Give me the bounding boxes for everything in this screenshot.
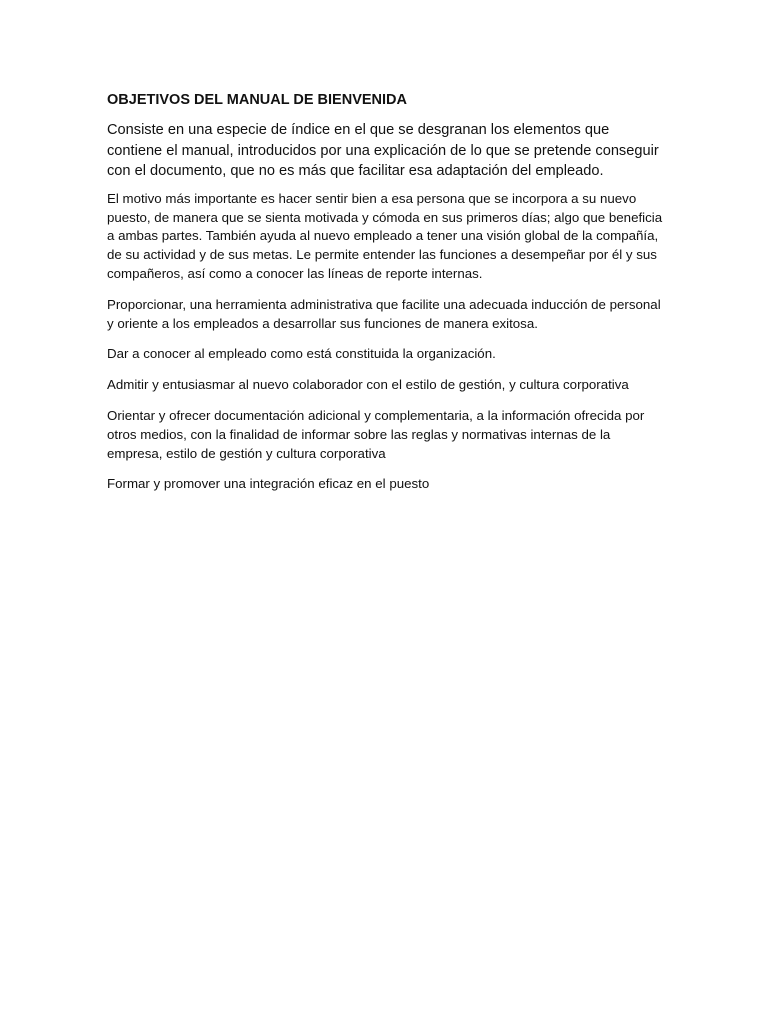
paragraph-formar: Formar y promover una integración eficaz en el puesto	[107, 476, 430, 492]
document-title: OBJETIVOS DEL MANUAL DE BIENVENIDA	[107, 92, 407, 108]
paragraph-admitir: Admitir y entusiasmar al nuevo colaborador con el estilo de gestión, y cultura corporativa	[107, 377, 629, 393]
intro-paragraph: Consiste en una especie de índice en el que se desgranan los elementos que contiene el manual, introducidos por una explicación de lo que se pretende conseguir con el documento, que no es más que facilitar esa adaptación del empleado.	[107, 122, 659, 180]
paragraph-orientar: Orientar y ofrecer documentación adicional y complementaria, a la información ofrecida por otros medios, con la finalidad de informar sobre las reglas y normativas internas de la empresa, estilo de gestión y cultura corporativa	[107, 407, 645, 461]
paragraph-dar-a-conocer: Dar a conocer al empleado como está constituida la organización.	[107, 346, 496, 362]
document-body	[107, 90, 667, 506]
paragraph-motivo: El motivo más importante es hacer sentir bien a esa persona que se incorpora a su nuevo puesto, de manera que se sienta motivada y cómoda en sus primeros días; algo que beneficia a ambas partes. También ayuda al nuevo empleado a tener una visión global de la compañía, de su actividad y de sus metas. Le permite entender las funciones a desempeñar por él y sus compañeros, así como a conocer las líneas de reporte internas.	[107, 190, 663, 281]
paragraph-proporcionar: Proporcionar, una herramienta administrativa que facilite una adecuada inducción de personal y oriente a los empleados a desarrollar sus funciones de manera exitosa.	[107, 296, 661, 331]
